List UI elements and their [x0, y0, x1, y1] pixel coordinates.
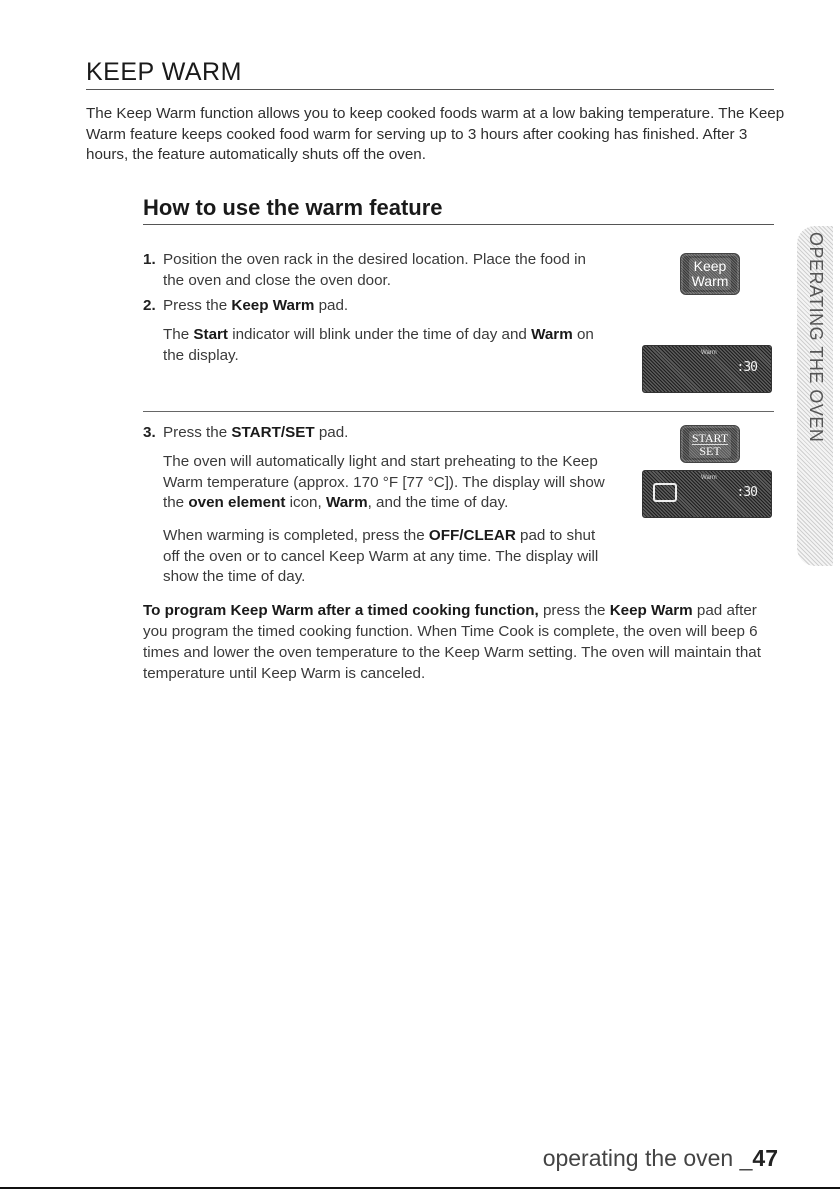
step-number: 2.	[143, 297, 156, 314]
warm-indicator: Warm	[701, 350, 717, 356]
display-time: :30	[736, 360, 757, 375]
page-footer: operating the oven _47	[542, 1145, 778, 1171]
step-2	[143, 296, 603, 317]
oven-display-image	[642, 345, 772, 393]
display-time: :30	[736, 485, 757, 500]
oven-element-icon	[653, 483, 677, 502]
bottom-rule	[0, 1187, 840, 1189]
intro-paragraph: The Keep Warm function allows you to keep cooked foods warm at a low baking temperature. The Keep Warm feature keeps cooked food warm for serving up to 3 hours after cooking has finished. After 3 hours, the feature automatically shuts off the oven.	[86, 105, 785, 163]
step-number: 3.	[143, 424, 156, 441]
step-3-completion: When warming is completed, press the OFF/CLEAR pad to shut off the oven or to cancel Keep Warm at any time. The display will show the time of day.	[163, 527, 599, 585]
oven-display-preheat-image	[642, 470, 772, 518]
timed-cooking-note: To program Keep Warm after a timed cooking function, press the Keep Warm pad after you program the timed cooking function. When Time Cook is complete, the oven will beep 6 times and lower the oven temperature to the Keep Warm setting. The oven will maintain that temperature until Keep Warm is canceled.	[143, 602, 761, 682]
step-1	[143, 250, 603, 291]
step-text: Position the oven rack in the desired location. Place the food in the oven and close the oven door.	[163, 251, 586, 289]
start-set-key-image: START SET	[680, 425, 740, 463]
chapter-tab-label: OPERATING THE OVEN	[806, 232, 826, 443]
page-title: KEEP WARM	[86, 58, 774, 90]
step-2-detail: The Start indicator will blink under the time of day and Warm on the display.	[163, 326, 594, 364]
section-title: How to use the warm feature	[143, 195, 774, 225]
step-divider	[143, 411, 774, 412]
step-text: Press the Keep Warm pad.	[163, 297, 349, 314]
step-3	[143, 423, 603, 444]
page-number: 47	[752, 1145, 778, 1171]
step-number: 1.	[143, 251, 156, 268]
keep-warm-key-image: Keep Warm	[680, 253, 740, 295]
warm-indicator: Warm	[701, 475, 717, 481]
step-text: Press the START/SET pad.	[163, 424, 349, 441]
step-3-detail: The oven will automatically light and start preheating to the Keep Warm temperature (approx. 170 °F [77 °C]). The display will show the oven element icon, Warm, and the time of day.	[163, 453, 605, 511]
